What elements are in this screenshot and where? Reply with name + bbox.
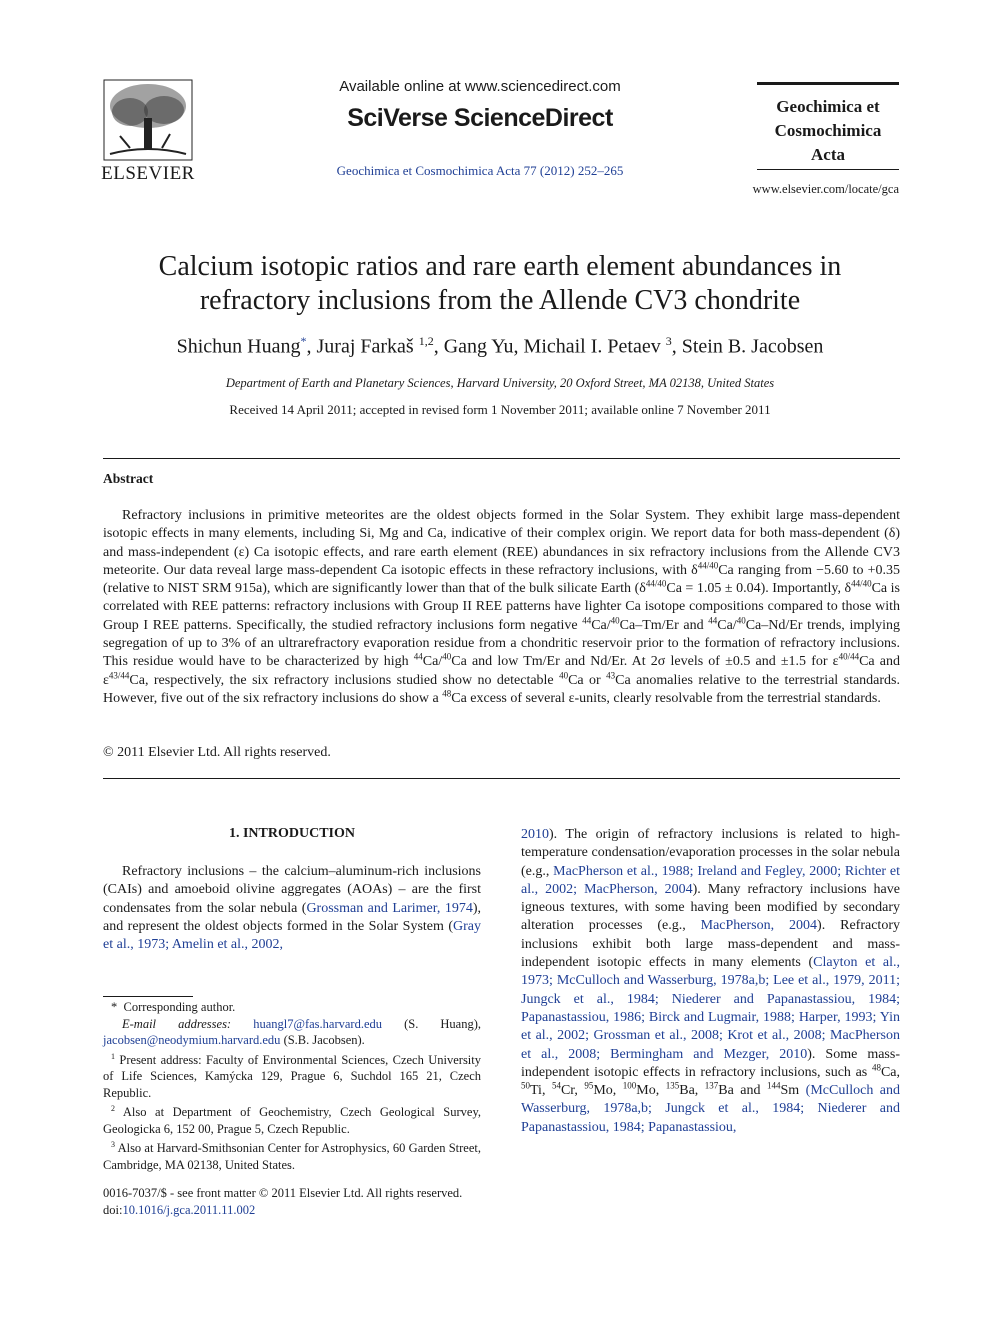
footnote-emails: E-mail addresses: huangl7@fas.harvard.edu (S. Huang), jacobsen@neodymium.harvard.edu (S.B. Jacobsen).: [103, 1016, 482, 1047]
citation-link[interactable]: MacPherson et al., 1988; Ireland and Fegley, 2000; Richter et al., 2002; MacPherson, 2004: [521, 863, 900, 897]
affiliation: Department of Earth and Planetary Sciences, Harvard University, 20 Oxford Street, MA 02138, United States: [225, 376, 775, 390]
footnote-corresponding: * Corresponding author.: [111, 1000, 236, 1014]
abstract-copyright: © 2011 Elsevier Ltd. All rights reserved.: [103, 745, 331, 760]
footnote-1: $^1$ Present address: Faculty of Environmental Sciences, Czech University of Life Sciences, Kamýcka 129, Prague 6, Suchdol 165 21, Czech Republic.: [103, 1051, 482, 1100]
corresponding-author-mark[interactable]: *: [300, 334, 307, 348]
right-column-text: [521, 826, 900, 1137]
journal-url-link[interactable]: www.elsevier.com/locate/gca: [752, 182, 899, 196]
abstract-paragraph: Refractory inclusions in primitive meteorites are the oldest objects formed in the Solar System. They exhibit large mass-dependent isotopic effects in many elements, including Si, Mg and Ca, indicative of their complex origin. We report data for both mass-dependent (δ) and mass-independent (ε) Ca isotopic effects, and rare earth element (REE) abundances in six refractory inclusions from the Allende CV3 meteorite. Our data reveal large mass-dependent Ca isotopic effects in these refractory inclusions, with $\delta^{44/40}Ca$ ranging from −5.60 to +0.35 (relative to NIST SRM 915a), which are significantly lower than that of the bulk silicate Earth $(\delta^{44/40}Ca = 1.05 \pm 0.04)$. Importantly, $\delta^{44/40}Ca$ is correlated with REE patterns: refractory inclusions with Group II REE patterns have lighter Ca isotope compositions compared to those with Group I REE patterns. Specifically, the studied refractory inclusions form negative $^{44}$Ca/$^{40}$Ca–Tm/Er and $^{44}$Ca/$^{40}$Ca–Nd/Er trends, implying segregation of up to 3% of an ultrarefractory evaporation residue from a chondritic reservoir prior to the formation of refractory inclusions. This residue would have to be characterized by high $^{44}$Ca/$^{40}$Ca and low Tm/Er and Nd/Er. At 2σ levels of ±0.5 and ±1.5 for $\varepsilon^{40/44}Ca$ and $\varepsilon^{43/44}Ca$, respectively, the six refractory inclusions studied show no detectable $^{40}$Ca or $^{43}$Ca anomalies relative to the terrestrial standards. However, five out of the six refractory inclusions do show a $^{48}$Ca excess of several ε-units, clearly resolvable from the terrestrial standards.: [103, 508, 901, 706]
author-name: Stein B. Jacobsen: [681, 335, 824, 358]
article-title: [100, 250, 900, 318]
footnote-rule: [103, 996, 193, 997]
journal-name: [757, 95, 899, 167]
divider-bottom: [103, 778, 900, 779]
citation-link[interactable]: Gray et al., 1973; Amelin et al., 2002,: [103, 918, 481, 953]
journal-box-bottom-rule: [757, 169, 899, 170]
issn-line: 0016-7037/$ - see front matter © 2011 Elsevier Ltd. All rights reserved.: [103, 1186, 463, 1200]
email-link[interactable]: jacobsen@neodymium.harvard.edu: [103, 1033, 281, 1047]
footnote-3: $^3$ Also at Harvard-Smithsonian Center for Astrophysics, 60 Garden Street, Cambridge, MA 02138, United States.: [103, 1140, 481, 1172]
abstract-text: [103, 507, 900, 708]
doi-line: doi:10.1016/j.gca.2011.11.002: [103, 1202, 256, 1217]
journal-citation-link[interactable]: Geochimica et Cosmochimica Acta 77 (2012) 252–265: [336, 163, 624, 178]
left-column-text: [103, 863, 481, 954]
author-name: Michail I. Petaev: [523, 335, 661, 358]
journal-name-line-3: Acta: [811, 145, 845, 164]
section-heading-introduction: 1. INTRODUCTION: [228, 826, 355, 841]
citation-link[interactable]: (McCulloch and Wasserburg, 1978a,b; Jungck et al., 1984; Niederer and Papanastassiou, 1984; Papanastassiou,: [521, 1083, 901, 1135]
footnote-2: $^2$ Also at Department of Geochemistry, Czech Geological Survey, Geologicka 6, 152 00, Prague 5, Czech Republic.: [103, 1104, 482, 1136]
affiliation-mark: 1,2: [418, 334, 434, 348]
elsevier-wordmark: ELSEVIER: [101, 163, 195, 184]
article-dates: Received 14 April 2011; accepted in revised form 1 November 2011; available online 7 November 2011: [229, 402, 771, 417]
title-line-1: Calcium isotopic ratios and rare earth element abundances in: [158, 251, 842, 282]
email-link[interactable]: huangl7@fas.harvard.edu: [253, 1016, 383, 1031]
citation-link[interactable]: 2010: [521, 827, 549, 842]
journal-box-top-rule: [757, 82, 899, 85]
author-list: Shichun Huang*, Juraj Farkaš $^{1,2}$, Gang Yu, Michail I. Petaev $^3$, Stein B. Jacobsen: [176, 334, 824, 358]
issn-doi-block: [103, 1185, 523, 1218]
author-name: Shichun Huang: [176, 335, 301, 358]
citation-link[interactable]: Grossman and Larimer, 1974: [306, 900, 473, 916]
abstract-heading: Abstract: [103, 471, 154, 486]
doi-link[interactable]: 10.1016/j.gca.2011.11.002: [122, 1202, 256, 1217]
citation-link[interactable]: Clayton et al., 1973; McCulloch and Wasserburg, 1978a,b; Lee et al., 1979, 2011; Jungck et al., 1984; Niederer and Papanastassiou, 1984; Papanastassiou, 1986; Birck and Lugmair, 1988; Harper, 1993; Yin et al., 2002; Grossman et al., 2008; Krot et al., 2008; MacPherson et al., 2008; Bermingham and Mezger, 2010: [521, 955, 901, 1062]
affiliation-mark: 3: [665, 334, 672, 348]
citation-link[interactable]: MacPherson, 2004: [700, 918, 818, 934]
footnotes: [103, 999, 481, 1173]
platform-brand: SciVerse ScienceDirect: [347, 104, 613, 132]
journal-name-line-2: Cosmochimica: [774, 121, 882, 140]
available-online-line: Available online at www.sciencedirect.com: [339, 78, 621, 95]
divider-top: [103, 458, 900, 459]
intro-paragraph: Refractory inclusions – the calcium–aluminum-rich inclusions (CAIs) and amoeboid olivine aggregates (AOAs) – are the first condensates from the solar nebula (Grossman and Larimer, 1974), and represent the oldest objects formed in the Solar System (Gray et al., 1973; Amelin et al., 2002,: [103, 864, 481, 953]
intro-paragraph-continued: 2010). The origin of refractory inclusions is related to high-temperature condensation/evaporation processes in the solar nebula (e.g., MacPherson et al., 1988; Ireland and Fegley, 2000; Richter et al., 2002; MacPherson, 2004). Many refractory inclusions have igneous textures, with some having been modified by secondary alteration processes (e.g., MacPherson, 2004). Refractory inclusions exhibit both large mass-dependent and mass-independent isotopic effects in many elements (Clayton et al., 1973; McCulloch and Wasserburg, 1978a,b; Lee et al., 1979, 2011; Jungck et al., 1984; Niederer and Papanastassiou, 1984; Papanastassiou, 1986; Birck and Lugmair, 1988; Harper, 1993; Yin et al., 2002; Grossman et al., 2008; Krot et al., 2008; MacPherson et al., 2008; Bermingham and Mezger, 2010). Some mass-independent isotopic effects in refractory inclusions, such as $^{48}$Ca, $^{50}$Ti, $^{54}$Cr, $^{95}$Mo, $^{100}$Mo, $^{135}$Ba, $^{137}$Ba and $^{144}$Sm (McCulloch and Wasserburg, 1978a,b; Jungck et al., 1984; Niederer and Papanastassiou, 1984; Papanastassiou,: [521, 827, 901, 1135]
author-name: Gang Yu: [443, 335, 514, 358]
tree-icon: [100, 78, 196, 162]
title-line-2: refractory inclusions from the Allende CV3 chondrite: [199, 285, 801, 316]
journal-name-line-1: Geochimica et: [776, 97, 880, 116]
author-name: Juraj Farkaš: [316, 335, 414, 358]
